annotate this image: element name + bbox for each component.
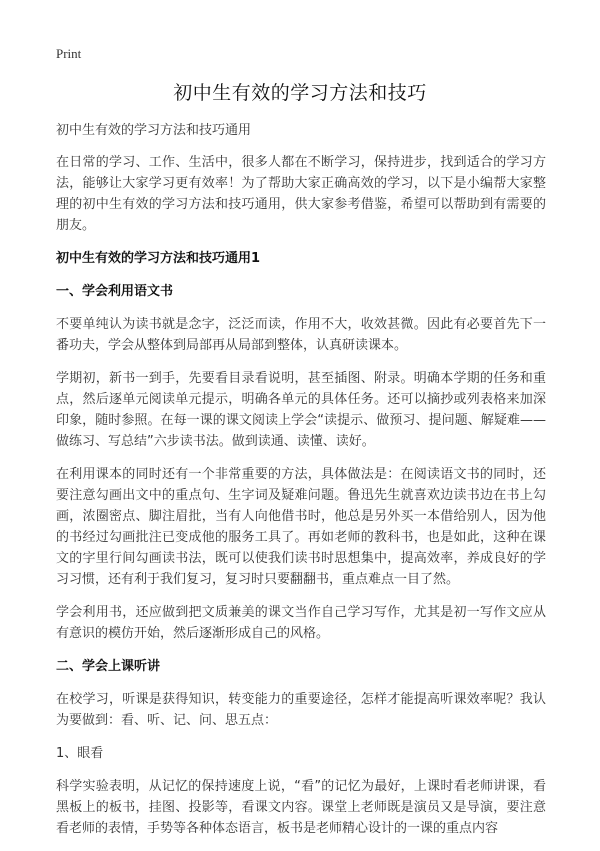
paragraph: 在利用课本的同时还有一个非常重要的方法，具体做法是：在阅读语文书的同时，还要注意勾画出文中的重点句、生字词及疑难问题。鲁迅先生就喜欢边读书边在书上勾画，浓圈密点、脚注眉批，当有人向他借书时，他总是另外买一本借给别人，因为他的书经过勾画批注已变成他的服务工具了。再如老师的教科书，也是如此，这种在课文的字里行间勾画读书法，既可以使我们读书时思想集中，提高效率，养成良好的学习习惯，还有利于我们复习，复习时只要翻翻书，重点难点一目了然。 (56, 467, 546, 587)
subheading-eyes: 1、眼看 (56, 746, 104, 761)
article-body (56, 120, 546, 851)
paragraph: 学会利用书，还应做到把文质兼美的课文当作自己学习写作，尤其是初一写作文应从有意识的模仿开始，然后逐渐形成自己的风格。 (56, 605, 546, 641)
heading-listen-in-class: 二、学会上课听讲 (56, 659, 161, 674)
print-link[interactable]: Print (56, 46, 82, 61)
article-subtitle: 初中生有效的学习方法和技巧通用 (56, 123, 252, 138)
page-title: 初中生有效的学习方法和技巧 (173, 82, 427, 104)
paragraph: 不要单纯认为读书就是念字，泛泛而读，作用不大，收效甚微。因此有必要首先下一番功夫，学会从整体到局部再从局部到整体，认真研读课本。 (56, 317, 546, 353)
heading-use-textbook: 一、学会利用语文书 (56, 284, 174, 299)
section-title: 初中生有效的学习方法和技巧通用1 (56, 251, 261, 266)
paragraph: 在校学习，听课是获得知识，转变能力的重要途径，怎样才能提高听课效率呢？我认为要做到：看、听、记、问、思五点： (56, 692, 546, 728)
paragraph: 学期初，新书一到手，先要看目录看说明，甚至插图、附录。明确本学期的任务和重点，然后逐单元阅读单元提示，明确各单元的具体任务。还可以摘抄或列表格来加深印象，随时参照。在每一课的课文阅读上学会“读提示、做预习、提问题、解疑难——做练习、写总结”六步读书法。做到读通、读懂、读好。 (56, 371, 546, 449)
intro-paragraph: 在日常的学习、工作、生活中，很多人都在不断学习，保持进步，找到适合的学习方法，能够让大家学习更有效率！为了帮助大家正确高效的学习，以下是小编帮大家整理的初中生有效的学习方法和技巧通用，供大家参考借鉴，希望可以帮助到有需要的朋友。 (56, 155, 546, 233)
paragraph: 科学实验表明，从记忆的保持速度上说，“看”的记忆为最好，上课时看老师讲课，看黑板上的板书，挂图、投影等，看课文内容。课堂上老师既是演员又是导演，要注意看老师的表情，手势等各种体态语言，板书是老师精心设计的一课的重点内容 (56, 779, 546, 836)
